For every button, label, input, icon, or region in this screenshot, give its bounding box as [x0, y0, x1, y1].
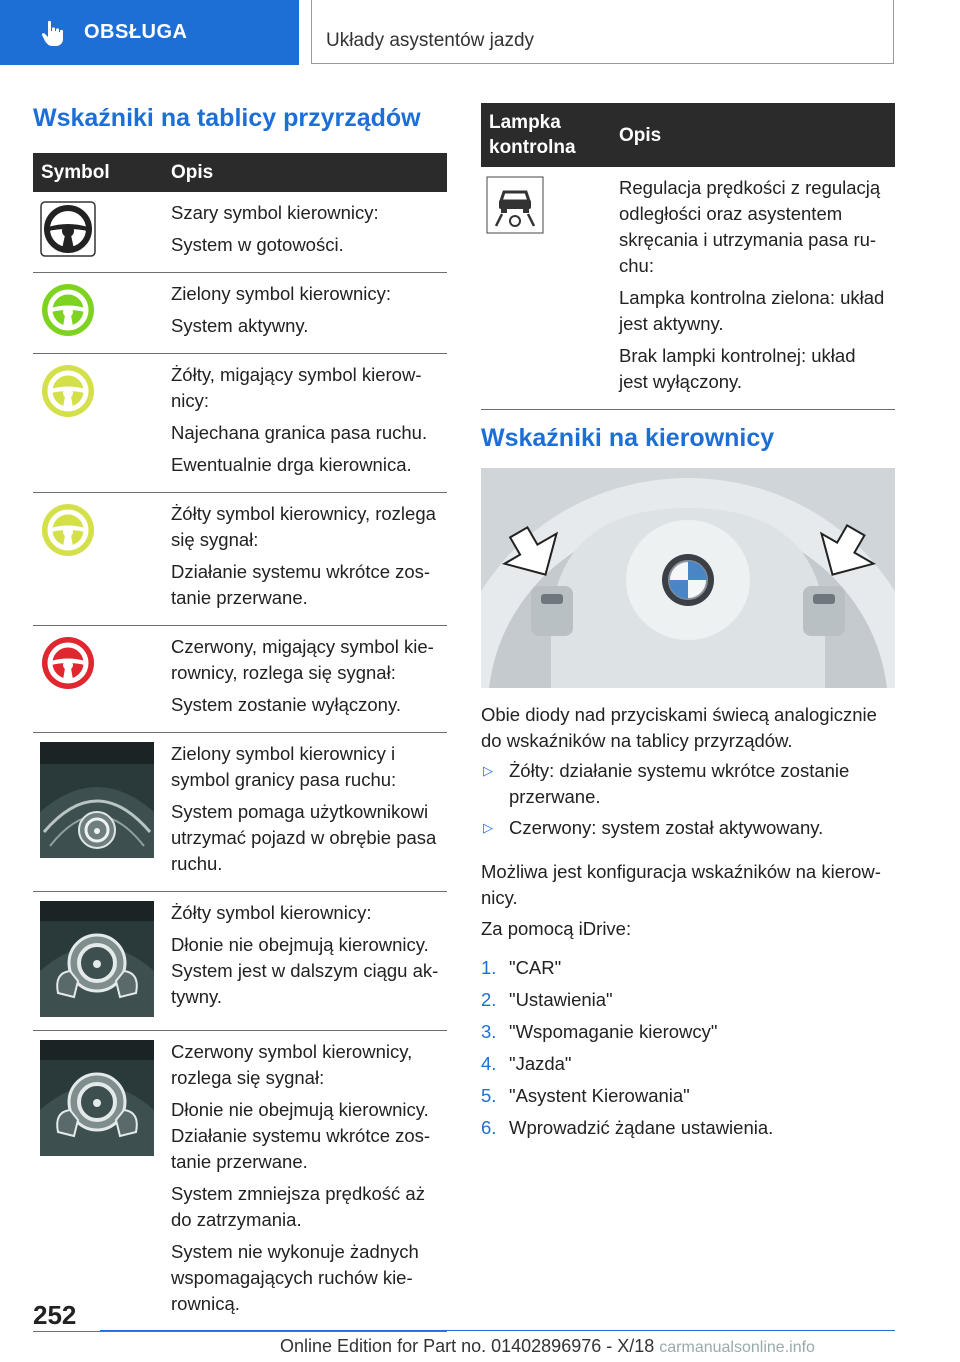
list-item — [481, 1019, 891, 1045]
list-item — [481, 1115, 891, 1141]
row-text: System pomaga użytkownikowi utrzymać pojazd w obrębie pasa ruchu. — [171, 801, 437, 874]
yellow-steering-wheel-icon — [40, 502, 96, 558]
table-row — [33, 733, 447, 892]
row-text: System w gotowości. — [171, 234, 344, 255]
watermark-text: carmanualsonline.info — [659, 1339, 815, 1356]
chapter-title: Układy asystentów jazdy — [311, 0, 894, 64]
row-text: Żółty, migający symbol kierow-nicy: — [171, 364, 422, 411]
instrument-indicator-table — [33, 153, 447, 1332]
grey-steering-wheel-icon — [40, 201, 96, 257]
step-number: 6. — [481, 1117, 497, 1138]
col-opis: Opis — [611, 103, 895, 167]
list-item — [481, 987, 891, 1013]
hand-pointer-icon — [38, 18, 68, 48]
row-text: Czerwony symbol kierownicy, rozlega się sygnał: — [171, 1041, 413, 1088]
row-text: System aktywny. — [171, 315, 309, 336]
step-number: 3. — [481, 1021, 497, 1042]
row-text: System zostanie wyłączony. — [171, 694, 401, 715]
step-number: 2. — [481, 989, 497, 1010]
red-steering-wheel-icon — [40, 635, 96, 691]
step-number: 4. — [481, 1053, 497, 1074]
row-text: System zmniejsza prędkość aż do zatrzymania. — [171, 1183, 425, 1230]
bullet-text: Czerwony: system został aktywowany. — [509, 817, 824, 838]
list-item — [481, 758, 891, 810]
step-text: "Wspomaganie kierowcy" — [509, 1021, 718, 1042]
row-text: Regulacja prędkości z regulacją odległości oraz asystentem skręcania i utrzymania pasa ru-chu: — [619, 177, 881, 276]
row-text: Zielony symbol kierownicy: — [171, 283, 392, 304]
intro-text: Obie diody nad przyciskami świecą analogicznie do wskaźników na tablicy przyrządów. — [481, 704, 877, 751]
table-row — [33, 1031, 447, 1332]
footer-edition — [280, 1336, 815, 1357]
row-text: Dłonie nie obejmują kierownicy. System jest w dalszym ciągu ak-tywny. — [171, 934, 439, 1007]
row-text: Zielony symbol kierownicy i symbol granicy pasa ruchu: — [171, 743, 397, 790]
green-steering-wheel-icon — [40, 282, 96, 338]
table-row — [33, 354, 447, 493]
table-row — [33, 273, 447, 354]
col-opis: Opis — [163, 153, 447, 192]
yellow-steering-wheel-icon — [40, 363, 96, 419]
edition-text: Online Edition for Part no. 01402896976 - X/18 — [280, 1336, 655, 1356]
row-text: Czerwony, migający symbol kie-rownicy, rozlega się sygnał: — [171, 636, 434, 683]
list-item — [481, 1051, 891, 1077]
list-item — [481, 1083, 891, 1109]
table-row — [33, 493, 447, 626]
row-text: Dłonie nie obejmują kierownicy. Działanie systemu wkrótce zos-tanie przerwane. — [171, 1099, 431, 1172]
steering-wheel-photo — [481, 468, 895, 688]
hands-off-wheel-icon — [40, 1040, 154, 1156]
idrive-text: Za pomocą iDrive: — [481, 918, 632, 939]
row-text: Żółty symbol kierownicy: — [171, 902, 372, 923]
list-item — [481, 815, 891, 841]
col-symbol: Symbol — [33, 153, 163, 192]
table-row — [33, 192, 447, 273]
table-row — [33, 626, 447, 733]
step-text: Wprowadzić żądane ustawienia. — [509, 1117, 774, 1138]
row-text: Działanie systemu wkrótce zos-tanie przerwane. — [171, 561, 431, 608]
step-text: "Ustawienia" — [509, 989, 613, 1010]
step-text: "Asystent Kierowania" — [509, 1085, 690, 1106]
page-number: 252 — [33, 1300, 77, 1330]
row-text: Lampka kontrolna zielona: układ jest aktywny. — [619, 287, 885, 334]
row-text: System nie wykonuje żadnych wspomagających ruchów kie-rownicą. — [171, 1241, 419, 1314]
section-tab — [0, 0, 299, 65]
hands-off-wheel-icon — [40, 901, 154, 1017]
step-number: 5. — [481, 1085, 497, 1106]
row-text: Brak lampki kontrolnej: układ jest wyłączony. — [619, 345, 856, 392]
indicator-lamp-table — [481, 103, 895, 410]
step-number: 1. — [481, 957, 497, 978]
triangle-bullet-icon: ▷ — [483, 763, 493, 778]
row-text: Najechana granica pasa ruchu. — [171, 422, 428, 443]
row-text: Szary symbol kierownicy: — [171, 202, 379, 223]
triangle-bullet-icon: ▷ — [483, 820, 493, 835]
section-label: OBSŁUGA — [84, 21, 188, 43]
list-item — [481, 955, 891, 981]
config-text: Możliwa jest konfiguracja wskaźników na kierow-nicy. — [481, 861, 881, 908]
bullet-text: Żółty: działanie systemu wkrótce zostanie przerwane. — [509, 760, 850, 807]
col-lampka: Lampka kontrolna — [481, 103, 611, 167]
lane-assist-indicator-icon — [486, 176, 544, 234]
footer-divider — [100, 1330, 895, 1331]
step-text: "Jazda" — [509, 1053, 572, 1074]
table-row — [481, 167, 895, 410]
table-row — [33, 892, 447, 1031]
step-text: "CAR" — [509, 957, 562, 978]
lane-display-wheel-icon — [40, 742, 154, 858]
left-heading: Wskaźniki na tablicy przyrządów — [33, 104, 421, 132]
row-text: Ewentualnie drga kierownica. — [171, 454, 412, 475]
row-text: Żółty symbol kierownicy, rozlega się sygnał: — [171, 503, 436, 550]
right-heading: Wskaźniki na kierownicy — [481, 424, 775, 452]
